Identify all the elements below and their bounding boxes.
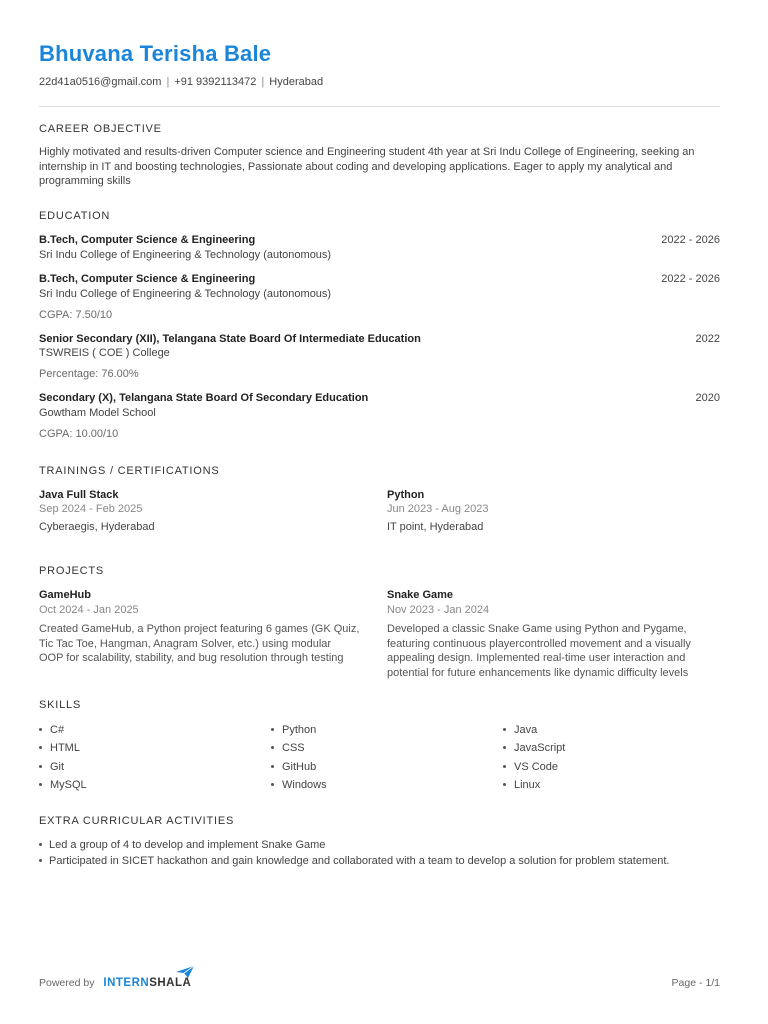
powered-by-footer xyxy=(39,977,191,989)
skill-item: Python xyxy=(271,724,316,736)
project-description-line: appealing design. Implemented real-time user interaction and xyxy=(387,652,686,664)
bullet-icon xyxy=(271,728,274,731)
education-school: Sri Indu College of Engineering & Technology (autonomous) xyxy=(39,249,332,261)
bullet-icon xyxy=(503,728,506,731)
section-title-skills: SKILLS xyxy=(39,699,82,711)
education-item xyxy=(39,333,720,345)
project-description-line: Created GameHub, a Python project featuring 6 games (GK Quiz, xyxy=(39,623,360,635)
skill-item: MySQL xyxy=(39,779,87,791)
training-name: Java Full Stack xyxy=(39,489,119,501)
email-text: 22d41a0516@gmail.com xyxy=(39,76,162,88)
bullet-icon xyxy=(503,765,506,768)
training-dates: Jun 2023 - Aug 2023 xyxy=(387,503,489,515)
skill-item: HTML xyxy=(39,742,80,754)
bullet-icon xyxy=(39,783,42,786)
education-school: Gowtham Model School xyxy=(39,407,156,419)
skill-item: Linux xyxy=(503,779,540,791)
education-score: CGPA: 10.00/10 xyxy=(39,428,119,440)
section-title-projects: PROJECTS xyxy=(39,565,105,577)
section-title-objective: CAREER OBJECTIVE xyxy=(39,123,162,135)
project-dates: Oct 2024 - Jan 2025 xyxy=(39,604,139,616)
bullet-icon xyxy=(39,843,42,846)
education-degree: Senior Secondary (XII), Telangana State Board Of Intermediate Education xyxy=(39,333,421,345)
project-description-line: potential for future enhancements like dynamic difficulty levels xyxy=(387,666,689,679)
candidate-name: Bhuvana Terisha Bale xyxy=(39,41,272,66)
project-name: Snake Game xyxy=(387,589,454,601)
skill-item: JavaScript xyxy=(503,742,565,754)
project-description xyxy=(39,622,369,666)
education-years: 2020 xyxy=(695,392,720,404)
bullet-icon xyxy=(503,746,506,749)
education-school: TSWREIS ( COE ) College xyxy=(39,347,170,359)
education-degree: B.Tech, Computer Science & Engineering xyxy=(39,273,256,285)
objective-text: Highly motivated and results-driven Computer science and Engineering student 4th year at Sri Indu College of Engineering, seeking an internship in IT and boosting technologies, Passionate about coding and developing applications. Eager to apply my analytical and programming skills xyxy=(39,146,695,187)
project-description-line: Tic Tac Toe, Hangman, Anagram Solver, etc.) using modular xyxy=(39,637,332,650)
education-school: Sri Indu College of Engineering & Technology (autonomous) xyxy=(39,288,332,300)
phone-text: +91 9392113472 xyxy=(174,76,257,88)
education-score: CGPA: 7.50/10 xyxy=(39,309,113,321)
contact-separator: | xyxy=(261,76,265,88)
bullet-icon xyxy=(271,783,274,786)
skill-item: C# xyxy=(39,724,64,736)
section-title-activities: EXTRA CURRICULAR ACTIVITIES xyxy=(39,815,235,827)
bullet-icon xyxy=(39,746,42,749)
skill-item: Git xyxy=(39,761,64,773)
project-dates: Nov 2023 - Jan 2024 xyxy=(387,604,490,616)
paper-plane-icon xyxy=(176,966,194,978)
location-text: Hyderabad xyxy=(269,76,324,88)
header-divider xyxy=(39,106,720,107)
bullet-icon xyxy=(271,746,274,749)
skill-item: CSS xyxy=(271,742,305,754)
project-description xyxy=(387,622,717,680)
section-title-education: EDUCATION xyxy=(39,210,111,222)
education-years: 2022 xyxy=(695,333,720,345)
bullet-icon xyxy=(503,783,506,786)
education-item xyxy=(39,234,720,246)
contact-separator: | xyxy=(166,76,170,88)
training-name: Python xyxy=(387,489,425,501)
project-description-line: featuring continuous playercontrolled movement and a visually xyxy=(387,637,691,650)
section-title-trainings: TRAININGS / CERTIFICATIONS xyxy=(39,465,220,477)
education-item xyxy=(39,273,720,285)
bullet-icon xyxy=(39,728,42,731)
project-description-line: OOP for scalability, stability, and bug resolution through testing xyxy=(39,652,344,664)
bullet-icon xyxy=(39,765,42,768)
education-item xyxy=(39,392,720,404)
powered-by-label: Powered by xyxy=(39,977,95,989)
training-org: Cyberaegis, Hyderabad xyxy=(39,521,155,533)
contact-line xyxy=(39,76,323,88)
training-dates: Sep 2024 - Feb 2025 xyxy=(39,503,143,515)
education-years: 2022 - 2026 xyxy=(661,234,720,246)
training-org: IT point, Hyderabad xyxy=(387,521,484,533)
skill-item: VS Code xyxy=(503,761,558,773)
education-years: 2022 - 2026 xyxy=(661,273,720,285)
project-description-line: Developed a classic Snake Game using Python and Pygame, xyxy=(387,623,687,635)
skill-item: Windows xyxy=(271,779,327,791)
page-number: Page - 1/1 xyxy=(671,977,720,989)
activity-item: Led a group of 4 to develop and implement Snake Game xyxy=(39,839,325,851)
bullet-icon xyxy=(39,859,42,862)
education-score: Percentage: 76.00% xyxy=(39,368,139,380)
education-degree: B.Tech, Computer Science & Engineering xyxy=(39,234,256,246)
project-name: GameHub xyxy=(39,589,91,601)
education-degree: Secondary (X), Telangana State Board Of Secondary Education xyxy=(39,392,369,404)
bullet-icon xyxy=(271,765,274,768)
skill-item: GitHub xyxy=(271,761,316,773)
activity-item: Participated in SICET hackathon and gain knowledge and collaborated with a team to develop a solution for problem statement. xyxy=(39,855,669,867)
internshala-logo[interactable]: INTERNSHALA xyxy=(103,977,191,989)
skill-item: Java xyxy=(503,724,537,736)
